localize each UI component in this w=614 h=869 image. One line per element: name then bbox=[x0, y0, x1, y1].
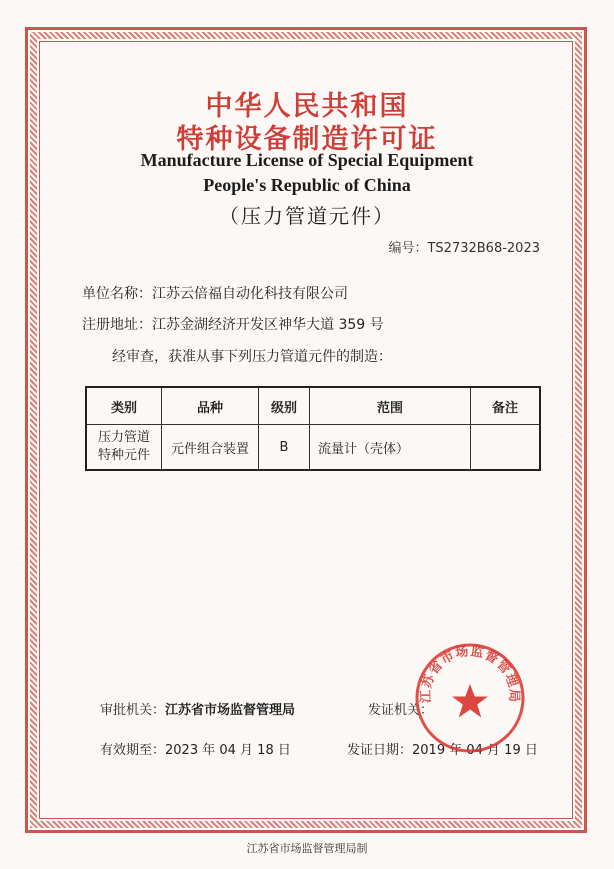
official-seal bbox=[414, 642, 526, 754]
company-name-value: 江苏云倍福自动化科技有限公司 bbox=[152, 286, 348, 302]
header-category: 类别 bbox=[86, 387, 162, 425]
company-name-label: 单位名称： bbox=[82, 286, 152, 302]
issue-date-label: 发证日期： bbox=[347, 743, 413, 758]
approval-authority-value: 江苏省市场监督管理局 bbox=[165, 703, 296, 718]
license-category: （压力管道元件） bbox=[219, 204, 395, 228]
cell-remarks bbox=[471, 425, 541, 471]
title-cn-line1: 中华人民共和国 bbox=[205, 91, 409, 122]
cell-scope: 流量计（壳体） bbox=[310, 425, 471, 471]
cell-variety: 元件组合装置 bbox=[162, 425, 259, 471]
seal-text: 江苏省市场监督管理局 bbox=[418, 644, 522, 704]
title-cn-line2: 特种设备制造许可证 bbox=[176, 124, 438, 155]
registered-address-row bbox=[82, 314, 384, 334]
issue-date-value: 2019 年 04 月 19 日 bbox=[412, 743, 538, 758]
approval-authority-row bbox=[100, 699, 295, 718]
footer-issuer: 江苏省市场监督管理局制 bbox=[246, 842, 368, 855]
header-scope: 范围 bbox=[310, 387, 471, 425]
approval-authority-label: 审批机关： bbox=[100, 703, 166, 718]
header-grade: 级别 bbox=[259, 387, 310, 425]
approval-statement: 经审查，获准从事下列压力管道元件的制造： bbox=[112, 349, 392, 365]
scope-table bbox=[85, 386, 541, 471]
table-row bbox=[86, 425, 540, 471]
seal-star-icon bbox=[452, 684, 488, 718]
company-name-row bbox=[82, 283, 348, 303]
cell-grade: B bbox=[259, 425, 310, 471]
cell-category: 压力管道 特种元件 bbox=[86, 425, 162, 471]
issuing-authority-label: 发证机关： bbox=[368, 703, 434, 718]
valid-until-row bbox=[100, 739, 291, 758]
title-en-line1: Manufacture License of Special Equipment bbox=[140, 150, 474, 170]
certificate-number: 编号：TS2732B68-2023 bbox=[388, 241, 540, 256]
title-en-line2: People's Republic of China bbox=[203, 175, 411, 195]
valid-until-value: 2023 年 04 月 18 日 bbox=[165, 743, 291, 758]
scope-table-header-row bbox=[86, 387, 540, 425]
header-remarks: 备注 bbox=[471, 387, 541, 425]
valid-until-label: 有效期至： bbox=[100, 743, 166, 758]
header-variety: 品种 bbox=[162, 387, 259, 425]
registered-address-value: 江苏金湖经济开发区神华大道 359 号 bbox=[152, 317, 384, 333]
registered-address-label: 注册地址： bbox=[82, 317, 152, 333]
